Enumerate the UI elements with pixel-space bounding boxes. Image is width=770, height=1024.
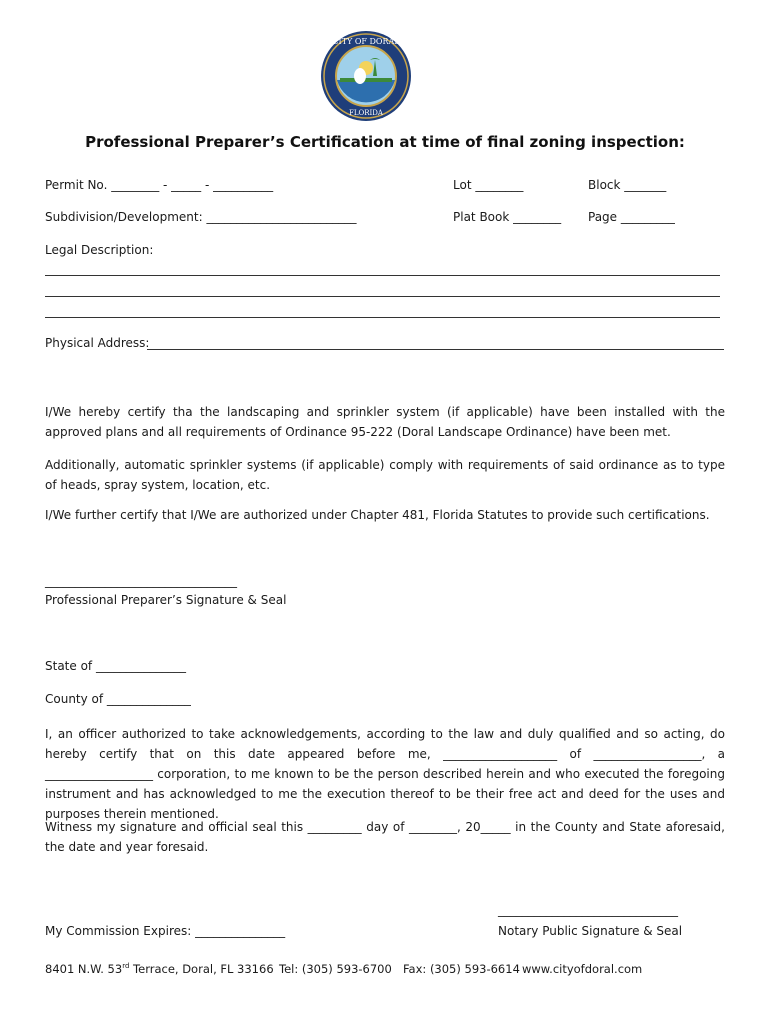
notary-acknowledgement-paragraph: I, an officer authorized to take acknowledgements, according to the law and duly qualified and so acting, do hereby certify that on this date appeared before me, ___________________ of __________________, a __________________ corporation, to me known to be the person described herein and who executed the foregoing instrument and has acknowledged to me the execution thereof to be their free act and deed for the uses and purposes therein mentioned. <box>45 727 725 821</box>
footer-address-ordinal: rd <box>122 962 130 971</box>
svg-text:CITY OF DORAL: CITY OF DORAL <box>332 37 400 46</box>
permit-number-field[interactable]: Permit No. ________ - _____ - __________ <box>45 178 274 192</box>
page-field[interactable]: Page _________ <box>588 210 675 224</box>
plat-book-field[interactable]: Plat Book ________ <box>453 210 562 224</box>
preparer-signature-line[interactable]: ________________________________ <box>45 574 237 588</box>
legal-description-line-2[interactable] <box>45 296 720 297</box>
certification-paragraph-3: I/We further certify that I/We are authorized under Chapter 481, Florida Statutes to provide such certifications. <box>45 508 710 522</box>
lot-field[interactable]: Lot ________ <box>453 178 524 192</box>
footer-address-city: Terrace, Doral, FL 33166 <box>129 962 274 976</box>
block-field[interactable]: Block _______ <box>588 178 667 192</box>
city-of-doral-seal-logo <box>320 30 412 122</box>
notary-signature-line[interactable]: ______________________________ <box>498 903 678 917</box>
footer-fax: Fax: (305) 593-6614 <box>403 962 520 976</box>
footer-website-link[interactable]: www.cityofdoral.com <box>522 962 643 976</box>
certification-paragraph-1: I/We hereby certify tha the landscaping and sprinkler system (if applicable) have been installed with the approved plans and all requirements of Ordinance 95-222 (Doral Landscape Ordinance) have been met. <box>45 405 725 439</box>
witness-paragraph: Witness my signature and official seal this _________ day of ________, 20_____ in the County and State aforesaid, the date and year foresaid. <box>45 820 725 854</box>
legal-description-line-1[interactable] <box>45 275 720 276</box>
svg-text:FLORIDA: FLORIDA <box>349 109 383 117</box>
legal-description-label: Legal Description: <box>45 243 154 257</box>
commission-expires-field[interactable]: My Commission Expires: _______________ <box>45 924 286 938</box>
legal-description-line-3[interactable] <box>45 317 720 318</box>
physical-address-line[interactable] <box>147 349 724 350</box>
certification-paragraph-2: Additionally, automatic sprinkler systems (if applicable) comply with requirements of said ordinance as to type of heads, spray system, location, etc. <box>45 458 725 492</box>
notary-signature-label: Notary Public Signature & Seal <box>498 924 683 938</box>
footer-telephone: Tel: (305) 593-6700 <box>279 962 392 976</box>
footer-address-street: 8401 N.W. 53 <box>45 962 123 976</box>
county-field[interactable]: County of ______________ <box>45 692 191 706</box>
preparer-signature-label: Professional Preparer’s Signature & Seal <box>45 593 287 607</box>
footer-address <box>45 962 274 976</box>
physical-address-label: Physical Address: <box>45 336 150 350</box>
subdivision-field[interactable]: Subdivision/Development: _________________________ <box>45 210 357 224</box>
state-field[interactable]: State of _______________ <box>45 659 186 673</box>
form-title: Professional Preparer’s Certification at time of final zoning inspection: <box>85 133 685 151</box>
